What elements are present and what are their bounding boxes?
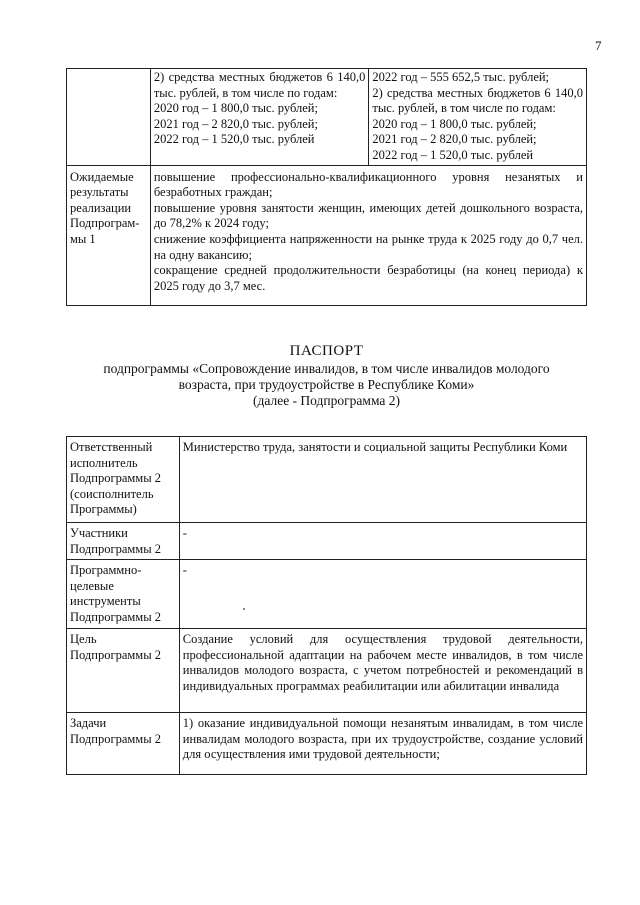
page-number: 7 xyxy=(595,38,602,53)
passport-subtitle-line2: возраста, при трудоустройстве в Республике Коми» xyxy=(178,377,475,392)
scan-speck xyxy=(243,608,245,610)
expected-results-text: повышение профессионально-квалификационного уровня незанятых и безработных граждан; повышение уровня занятости женщин, имеющих детей дошкольного возраста, до 78,2% к 2024 году; снижение коэффициента напряженности на рынке труда к 2025 году до 0,7 чел. на одну вакансию; сокращение средней продолжительности безработицы (на конец периода) к 2025 году до 3,7 мес. xyxy=(150,165,586,305)
budget-by-year-cell: 2022 год – 555 652,5 тыс. рублей; 2) средства местных бюджетов 6 140,0 тыс. рублей, в том числе по годам: 2020 год – 1 800,0 тыс. рублей; 2021 год – 2 820,0 тыс. рублей; 2022 год – 1 520,0 тыс. рублей xyxy=(369,69,587,166)
table-row xyxy=(67,523,587,560)
tasks-value: 1) оказание индивидуальной помощи незанятым инвалидам, в том числе инвалидам молодого возраста, при их трудоустройстве, создание условий для осуществления ими трудовой деятельности; xyxy=(179,713,586,775)
responsible-executor-value: Министерство труда, занятости и социальной защиты Республики Коми xyxy=(179,437,586,523)
responsible-executor-label: Ответственный исполнитель Подпрограммы 2 (соисполнитель Программы) xyxy=(67,437,180,523)
passport-subtitle-line1: подпрограммы «Сопровождение инвалидов, в том числе инвалидов молодого xyxy=(103,361,550,376)
funding-table xyxy=(66,68,587,306)
program-tools-label: Программно-целевые инструменты Подпрограммы 2 xyxy=(67,560,180,629)
table-row xyxy=(67,437,587,523)
goal-value: Создание условий для осуществления трудовой деятельности, профессиональной адаптации на рабочем месте инвалидов, в том числе инвалидов молодого возраста, с учетом потребностей и рекомендаций в индивидуальных программах реабилитации или абилитации инвалида xyxy=(179,629,586,713)
passport-heading xyxy=(66,343,587,409)
goal-label: Цель Подпрограммы 2 xyxy=(67,629,180,713)
participants-value: - xyxy=(179,523,586,560)
passport-title: ПАСПОРТ xyxy=(289,343,364,359)
tasks-label: Задачи Подпрограммы 2 xyxy=(67,713,180,775)
participants-label: Участники Подпрограммы 2 xyxy=(67,523,180,560)
table-row xyxy=(67,165,587,305)
program-tools-value: - xyxy=(179,560,586,629)
table-row xyxy=(67,629,587,713)
table-row xyxy=(67,69,587,166)
table-row xyxy=(67,560,587,629)
subprogram-passport-table xyxy=(66,436,587,775)
local-budget-cell: 2) средства местных бюджетов 6 140,0 тыс. рублей, в том числе по годам: 2020 год – 1 800,0 тыс. рублей; 2021 год – 2 820,0 тыс. рублей; 2022 год – 1 520,0 тыс. рублей xyxy=(150,69,369,166)
expected-results-label: Ожидаемые результаты реализации Подпрограм-мы 1 xyxy=(67,165,151,305)
funding-label-cell xyxy=(67,69,151,166)
table-row xyxy=(67,713,587,775)
passport-subtitle-line3: (далее - Подпрограмма 2) xyxy=(252,393,401,408)
